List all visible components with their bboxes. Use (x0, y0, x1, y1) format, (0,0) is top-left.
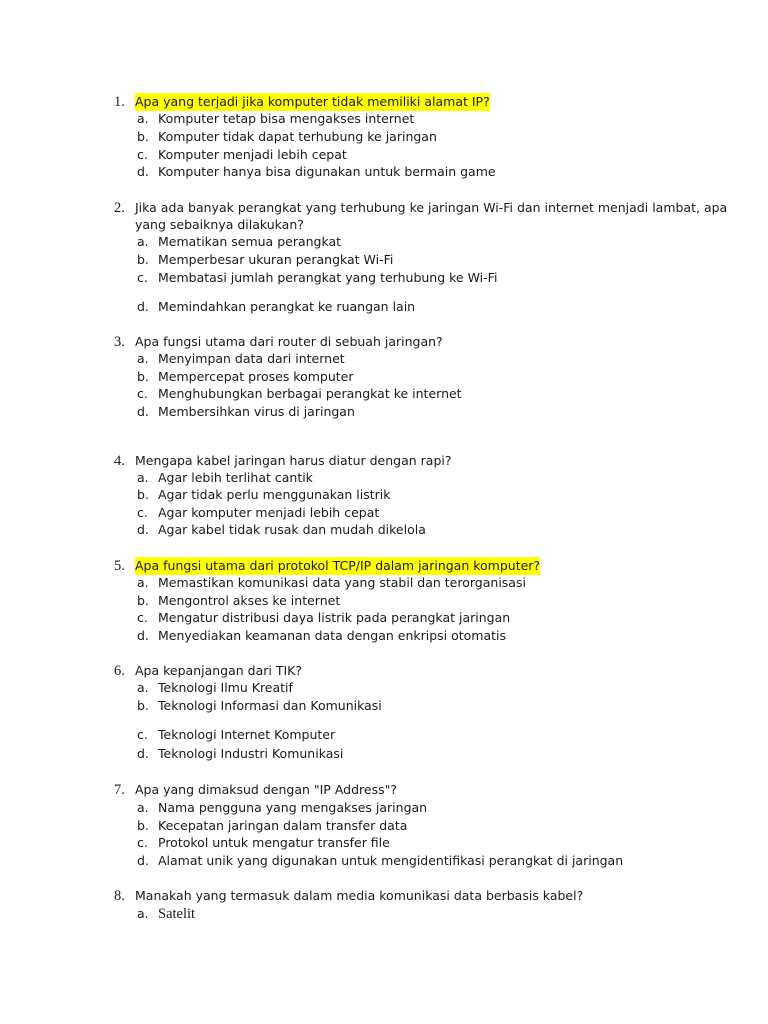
option: c. Mengatur distribusi daya listrik pada perangkat jaringan (137, 610, 511, 625)
option: d. Komputer hanya bisa digunakan untuk bermain game (137, 164, 496, 179)
option: c. Protokol untuk mengatur transfer file (137, 835, 390, 850)
option: b. Mempercepat proses komputer (137, 369, 354, 384)
option: c. Komputer menjadi lebih cepat (137, 147, 347, 162)
option: d. Teknologi Industri Komunikasi (137, 746, 344, 761)
question-number: 5. (114, 558, 125, 574)
question-text: Apa kepanjangan dari TIK? (135, 663, 302, 678)
question-text: Manakah yang termasuk dalam media komunikasi data berbasis kabel? (135, 888, 584, 903)
question-text: Apa fungsi utama dari protokol TCP/IP dalam jaringan komputer? (135, 558, 541, 573)
option: a. Komputer tetap bisa mengakses internet (137, 111, 415, 126)
question-text: Apa fungsi utama dari router di sebuah jaringan? (135, 334, 443, 349)
option: b. Mengontrol akses ke internet (137, 593, 341, 608)
option: c. Agar komputer menjadi lebih cepat (137, 505, 380, 520)
question-number: 3. (114, 334, 125, 350)
option: d. Membersihkan virus di jaringan (137, 404, 355, 419)
question-text: Jika ada banyak perangkat yang terhubung ke jaringan Wi-Fi dan internet menjadi lambat, apa (135, 200, 728, 215)
option: a. Memastikan komunikasi data yang stabil dan terorganisasi (137, 575, 526, 590)
option: d. Menyediakan keamanan data dengan enkripsi otomatis (137, 628, 507, 643)
question-number: 1. (114, 94, 125, 110)
option: a. Menyimpan data dari internet (137, 351, 345, 366)
option: a. Teknologi Ilmu Kreatif (137, 680, 293, 695)
question-text: Mengapa kabel jaringan harus diatur dengan rapi? (135, 453, 452, 468)
option: b. Kecepatan jaringan dalam transfer data (137, 818, 408, 833)
question-number: 7. (114, 782, 125, 798)
option: c. Menghubungkan berbagai perangkat ke internet (137, 386, 462, 401)
question-number: 8. (114, 888, 125, 904)
option: b. Agar tidak perlu menggunakan listrik (137, 487, 391, 502)
option: c. Membatasi jumlah perangkat yang terhubung ke Wi-Fi (137, 270, 498, 285)
option: d. Agar kabel tidak rusak dan mudah dikelola (137, 522, 426, 537)
option: a. Mematikan semua perangkat (137, 234, 342, 249)
option: a. Nama pengguna yang mengakses jaringan (137, 800, 428, 815)
question-number: 6. (114, 663, 125, 679)
option: a. Satelit (137, 906, 196, 922)
question-text: Apa yang terjadi jika komputer tidak memiliki alamat IP? (135, 94, 490, 109)
option: b. Komputer tidak dapat terhubung ke jaringan (137, 129, 437, 144)
option: b. Memperbesar ukuran perangkat Wi-Fi (137, 252, 394, 267)
option: d. Memindahkan perangkat ke ruangan lain (137, 299, 416, 314)
question-number: 4. (114, 453, 125, 469)
option: c. Teknologi Internet Komputer (137, 727, 336, 742)
question-text-continued: yang sebaiknya dilakukan? (135, 217, 304, 232)
option: d. Alamat unik yang digunakan untuk mengidentifikasi perangkat di jaringan (137, 853, 624, 868)
option: b. Teknologi Informasi dan Komunikasi (137, 698, 382, 713)
option: a. Agar lebih terlihat cantik (137, 470, 313, 485)
question-number: 2. (114, 200, 125, 216)
question-text: Apa yang dimaksud dengan "IP Address"? (135, 782, 397, 797)
